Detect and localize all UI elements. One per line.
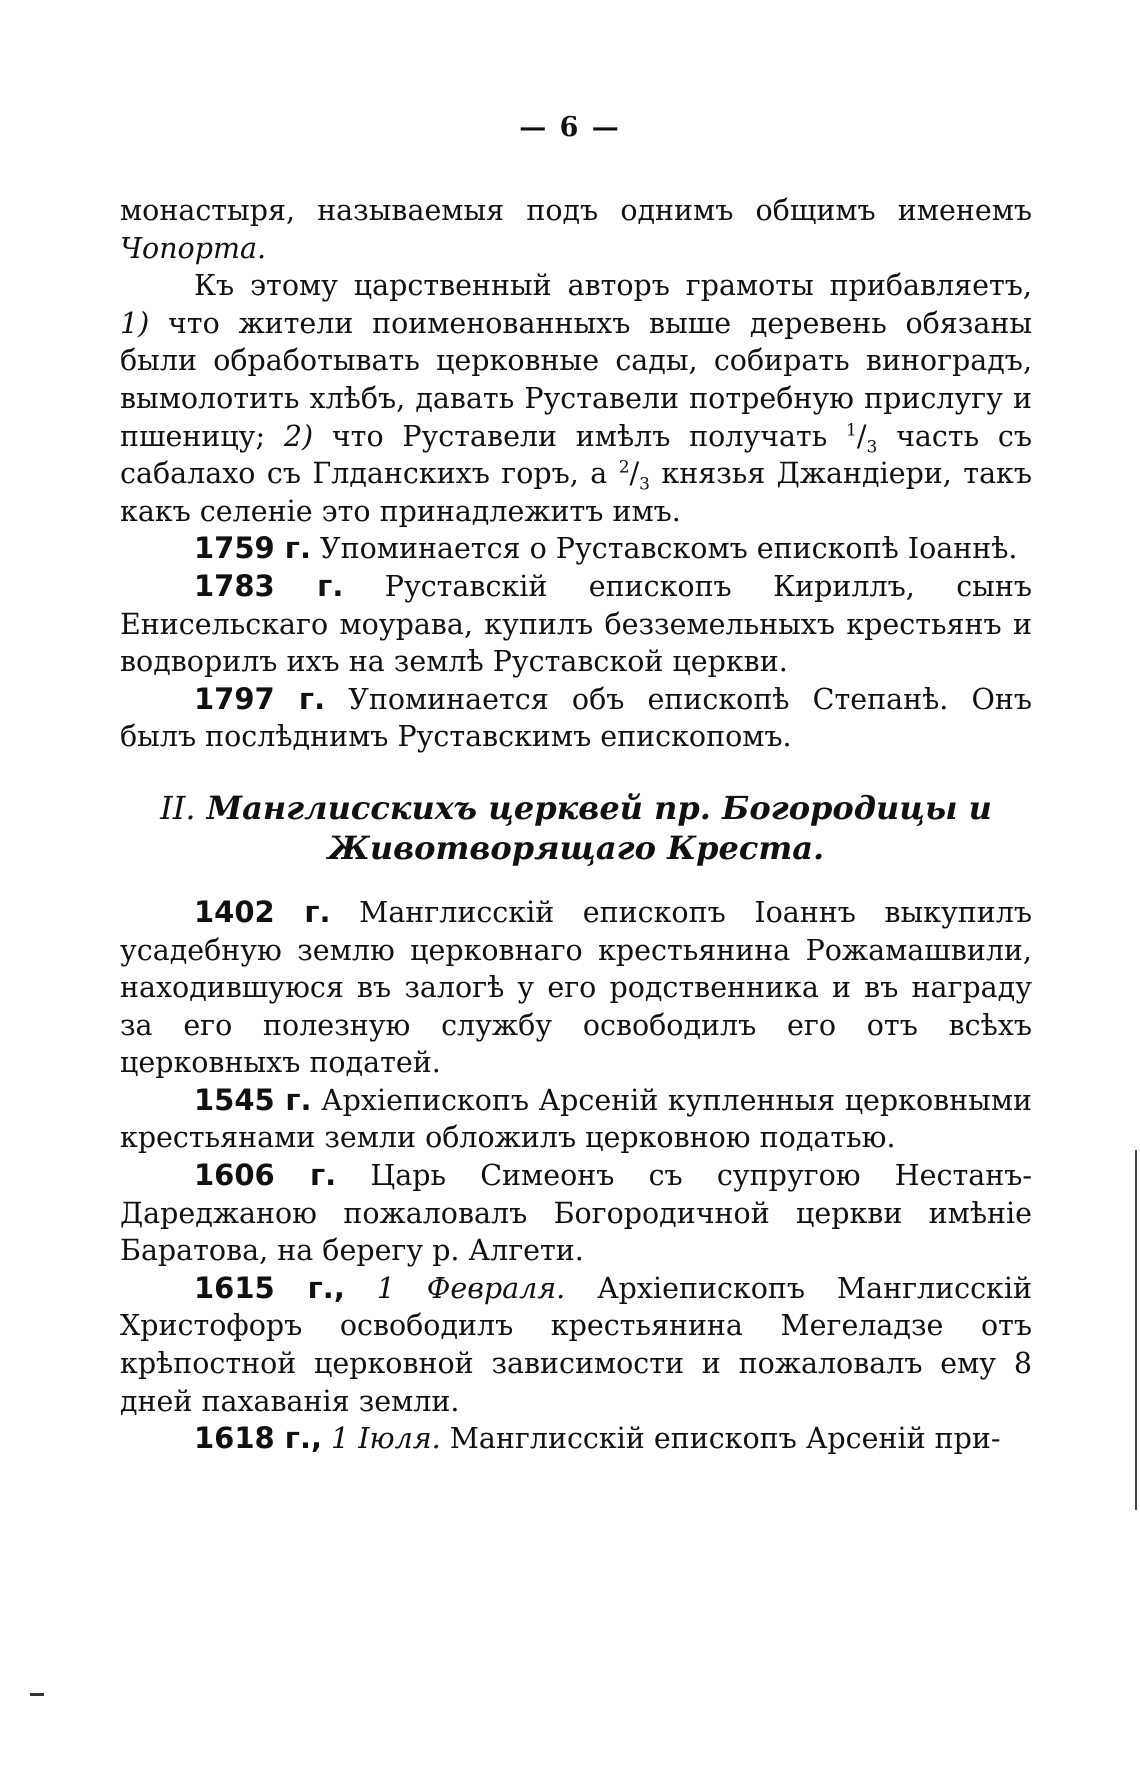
fraction-denominator: 3 xyxy=(866,437,878,458)
entry-1618 xyxy=(120,1420,1032,1458)
margin-mark xyxy=(30,1693,44,1696)
entry-year: 1545 г. xyxy=(194,1082,312,1117)
fraction-numerator: 1 xyxy=(846,420,857,441)
entry-text: Упоминается объ епископѣ Степанѣ. Онъ былъ послѣднимъ Руставскимъ епископомъ. xyxy=(120,682,1032,754)
paragraph-grant-conditions: Къ этому царственный авторъ грамоты прибавляетъ, 1) что жители поименованныхъ выше деревень обязаны были обработывать церковные сады, собирать виноградъ, вымолотить хлѣбъ, давать Руставели потребную прислугу и пшеницу; 2) что Руставели имѣлъ получать $^1/_3$ часть съ сабалахо съ Глданскихъ горъ, а $^2/_3$ князья Джандіери, такъ какъ селеніе это принадлежитъ имъ. xyxy=(120,269,1032,528)
entry-year: 1618 г., xyxy=(194,1421,322,1456)
paragraph-text: часть съ сабалахо съ Глданскихъ горъ, а xyxy=(120,419,1032,491)
entry-year: 1759 г. xyxy=(194,531,311,566)
section-title: Манглисскихъ церквей пр. Богородицы и Животворящаго Креста. xyxy=(195,788,992,867)
page-edge-line xyxy=(1135,1150,1137,1510)
entry-1402 xyxy=(120,894,1032,1082)
paragraph-text: монастыря, называемыя подъ однимъ общимъ именемъ xyxy=(120,194,1032,227)
section-number: II. xyxy=(160,788,196,827)
entry-text: Царь Симеонъ съ супругою Нестанъ-Дареджаною пожаловалъ Богородичной церкви имѣніе Баратова, на берегу р. Алгети. xyxy=(120,1159,1032,1268)
entry-text: Манглисскій епископъ Іоаннъ выкупилъ усадебную землю церковнаго крестьянина Рожамашвили, находившуюся въ залогѣ у его родственника и въ награду за его полезную службу освободилъ его отъ всѣхъ церковныхъ податей. xyxy=(120,895,1032,1080)
entry-1606 xyxy=(120,1157,1032,1270)
entry-date: 1 Февраля. xyxy=(344,1271,566,1305)
entry-date: 1 Іюля. xyxy=(322,1422,441,1456)
entry-year: 1783 г. xyxy=(194,568,344,603)
paragraph-text: князья Джандіери, такъ какъ селеніе это принадлежитъ имъ. xyxy=(120,457,1032,528)
paragraph-continuation xyxy=(120,192,1032,267)
fraction-numerator: 2 xyxy=(618,457,630,478)
paragraph-text: что жители поименованныхъ выше деревень обязаны были обработывать церковные сады, собирать виноградъ, вымолотить хлѣбъ, давать Руставели потребную прислугу и пшеницу; xyxy=(120,306,1032,453)
entry-1759 xyxy=(120,530,1032,568)
page-number: — 6 — xyxy=(519,112,621,143)
entry-text: Упоминается о Руставскомъ епископѣ Іоаннѣ. xyxy=(310,532,1018,566)
entry-year: 1615 г., xyxy=(194,1270,345,1305)
entry-1615 xyxy=(120,1270,1032,1420)
body-text xyxy=(120,192,1032,1458)
entry-1797 xyxy=(120,681,1032,756)
place-name-italic: Чопорта. xyxy=(120,231,267,265)
entry-year: 1797 г. xyxy=(194,681,326,716)
list-marker: 1) xyxy=(120,306,150,340)
paragraph-text: что Руставели имѣлъ получать xyxy=(313,419,847,453)
paragraph-text: Къ этому царственный авторъ грамоты прибавляетъ, xyxy=(194,269,1032,303)
fraction-denominator: 3 xyxy=(639,474,650,495)
entry-text: Руставскій епископъ Кириллъ, сынъ Енисельскаго моурава, купилъ безземельныхъ крестьянъ и водворилъ ихъ на землѣ Руставской церкви. xyxy=(120,569,1032,679)
entry-1545 xyxy=(120,1082,1032,1157)
entry-year: 1606 г. xyxy=(194,1158,337,1193)
list-marker: 2) xyxy=(283,419,314,453)
entry-1783 xyxy=(120,568,1032,681)
entry-text: Архіепископъ Арсеній купленныя церковными крестьянами земли обложилъ церковною податью. xyxy=(120,1083,1032,1155)
entry-text: Архіепископъ Манглисскій Христофоръ освободилъ крестьянина Мегеладзе отъ крѣпостной церковной зависимости и пожаловалъ ему 8 дней пахаванія земли. xyxy=(120,1271,1032,1418)
entry-text: Манглисскій епископъ Арсеній при- xyxy=(440,1422,1001,1456)
section-heading xyxy=(120,788,1032,868)
entry-year: 1402 г. xyxy=(194,894,331,929)
